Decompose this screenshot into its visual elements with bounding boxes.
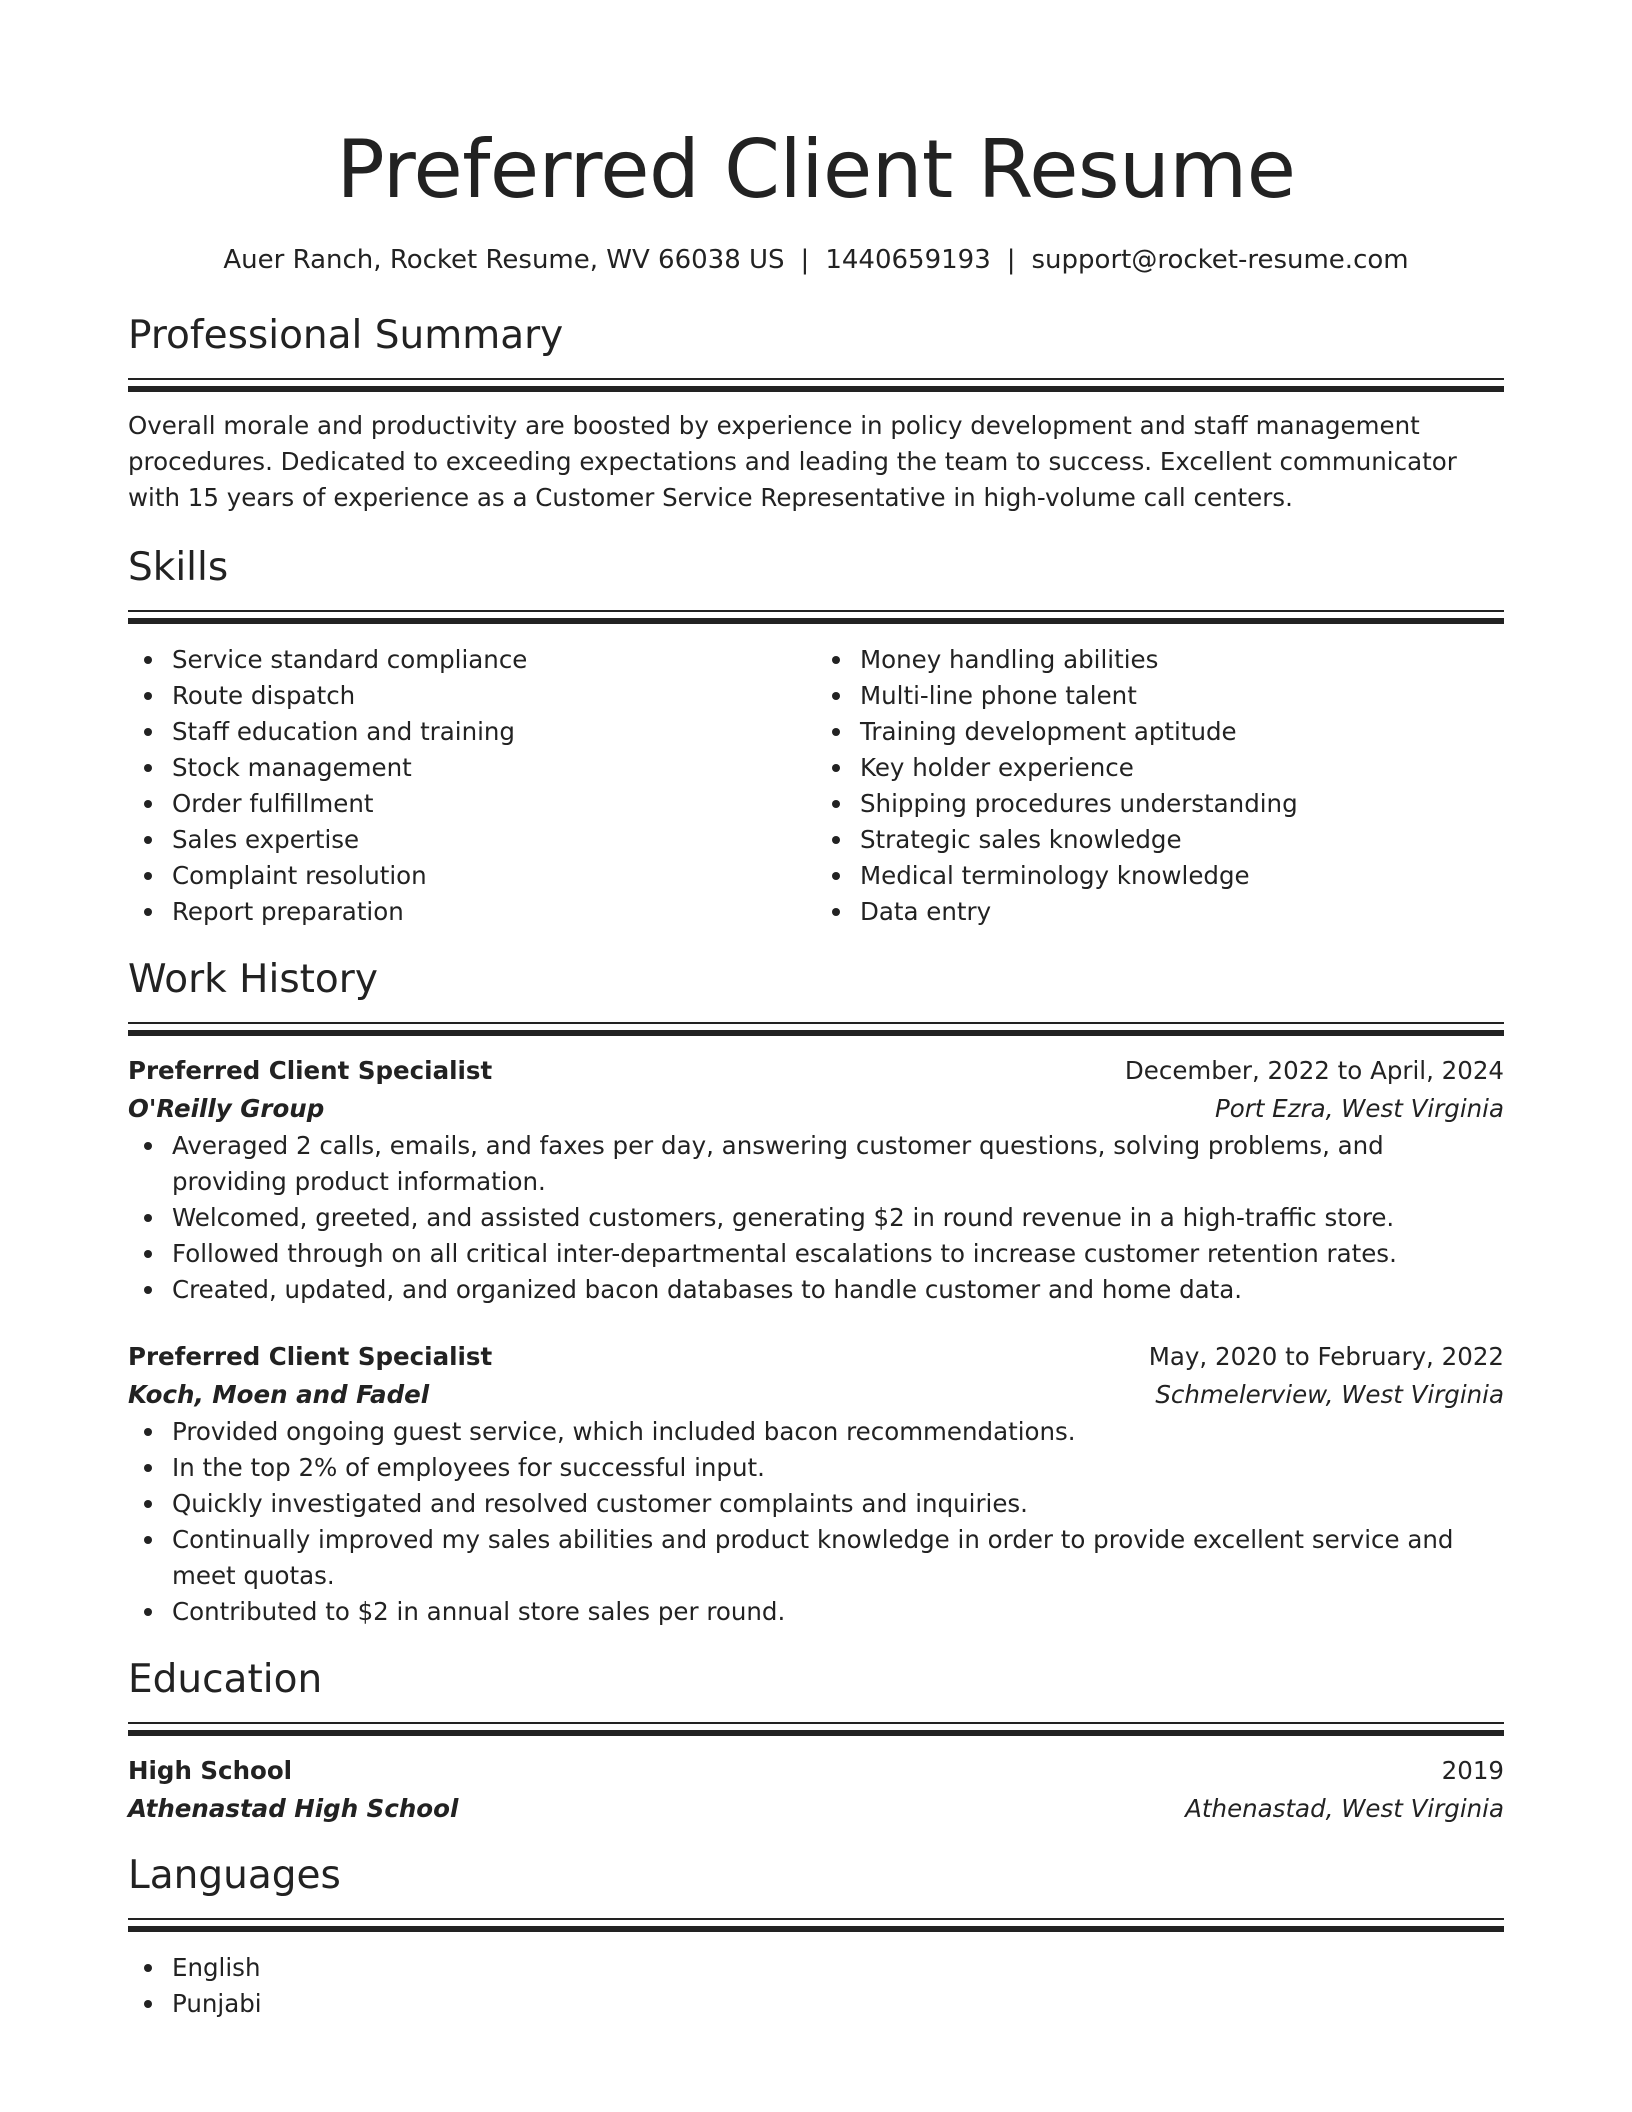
skills-section	[128, 544, 1504, 930]
skill-item: Strategic sales knowledge	[860, 822, 1504, 858]
job-duty: Averaged 2 calls, emails, and faxes per day, answering customer questions, solving problems, and providing product information.	[172, 1128, 1504, 1200]
contact-email: support@rocket-resume.com	[1031, 245, 1409, 275]
section-divider	[128, 386, 1504, 392]
skill-item: Stock management	[172, 750, 816, 786]
job-company: Koch, Moen and Fadel	[128, 1380, 430, 1409]
skill-item: Key holder experience	[860, 750, 1504, 786]
skill-item: Complaint resolution	[172, 858, 816, 894]
job-duty: Contributed to $2 in annual store sales per round.	[172, 1594, 1504, 1630]
section-divider	[128, 618, 1504, 624]
summary-section	[128, 312, 1504, 516]
job-location: Port Ezra, West Virginia	[1214, 1094, 1504, 1123]
education-degree: High School	[128, 1756, 293, 1785]
job-dates: December, 2022 to April, 2024	[1124, 1056, 1504, 1085]
job-duty: Followed through on all critical inter-departmental escalations to increase customer retention rates.	[172, 1236, 1504, 1272]
skill-item: Sales expertise	[172, 822, 816, 858]
job-duty: Created, updated, and organized bacon databases to handle customer and home data.	[172, 1272, 1504, 1308]
contact-separator: |	[1006, 245, 1016, 275]
section-divider	[128, 1030, 1504, 1036]
section-divider	[128, 1918, 1504, 1920]
job-duties	[128, 1414, 1504, 1630]
skill-item: Order fulfillment	[172, 786, 816, 822]
section-divider	[128, 1022, 1504, 1024]
job-entry	[128, 1338, 1504, 1630]
skill-item: Report preparation	[172, 894, 816, 930]
job-entry	[128, 1052, 1504, 1308]
job-duty: Welcomed, greeted, and assisted customers, generating $2 in round revenue in a high-traffic store.	[172, 1200, 1504, 1236]
education-location: Athenastad, West Virginia	[1185, 1794, 1504, 1823]
skill-item: Shipping procedures understanding	[860, 786, 1504, 822]
job-title: Preferred Client Specialist	[128, 1056, 493, 1085]
work-heading: Work History	[128, 957, 378, 1002]
job-subheader	[128, 1090, 1504, 1128]
skill-item: Staff education and training	[172, 714, 816, 750]
summary-heading: Professional Summary	[128, 313, 564, 358]
section-divider	[128, 610, 1504, 612]
job-dates: May, 2020 to February, 2022	[1148, 1342, 1504, 1371]
contact-line	[128, 242, 1504, 278]
contact-separator: |	[800, 245, 810, 275]
skill-item: Multi-line phone talent	[860, 678, 1504, 714]
skills-heading: Skills	[128, 545, 229, 590]
education-school: Athenastad High School	[128, 1794, 459, 1823]
education-heading: Education	[128, 1657, 323, 1702]
skill-item: Medical terminology knowledge	[860, 858, 1504, 894]
summary-text: Overall morale and productivity are boosted by experience in policy development and staff management procedures. Dedicated to exceeding expectations and leading the team to success. Excellent communicator with 15 years of experience as a Customer Service Representative in high-volume call centers.	[128, 411, 1457, 512]
education-section	[128, 1656, 1504, 1828]
section-divider	[128, 1730, 1504, 1736]
job-duties	[128, 1128, 1504, 1308]
skills-grid	[128, 642, 1504, 930]
job-header	[128, 1052, 1504, 1090]
job-subheader	[128, 1376, 1504, 1414]
job-duty: In the top 2% of employees for successful input.	[172, 1450, 1504, 1486]
resume-name: Preferred Client Resume	[336, 123, 1296, 216]
education-year: 2019	[1441, 1756, 1504, 1785]
job-header	[128, 1338, 1504, 1376]
skill-item: Service standard compliance	[172, 642, 816, 678]
skill-item: Data entry	[860, 894, 1504, 930]
work-section	[128, 956, 1504, 1630]
language-item: English	[172, 1950, 1504, 1986]
languages-heading: Languages	[128, 1853, 341, 1898]
job-location: Schmelerview, West Virginia	[1155, 1380, 1504, 1409]
languages-list	[128, 1950, 1504, 2022]
education-header	[128, 1752, 1504, 1790]
job-duty: Provided ongoing guest service, which included bacon recommendations.	[172, 1414, 1504, 1450]
education-subheader	[128, 1790, 1504, 1828]
language-item: Punjabi	[172, 1986, 1504, 2022]
skill-item: Money handling abilities	[860, 642, 1504, 678]
contact-phone: 1440659193	[825, 245, 991, 275]
section-divider	[128, 378, 1504, 380]
skills-list-right	[816, 642, 1504, 930]
section-divider	[128, 1926, 1504, 1932]
contact-address: Auer Ranch, Rocket Resume, WV 66038 US	[223, 245, 785, 275]
job-duty: Continually improved my sales abilities and product knowledge in order to provide excellent service and meet quotas.	[172, 1522, 1504, 1594]
job-company: O'Reilly Group	[128, 1094, 325, 1123]
skills-list-left	[128, 642, 816, 930]
languages-section	[128, 1852, 1504, 2022]
section-divider	[128, 1722, 1504, 1724]
job-duty: Quickly investigated and resolved customer complaints and inquiries.	[172, 1486, 1504, 1522]
job-title: Preferred Client Specialist	[128, 1342, 493, 1371]
skill-item: Training development aptitude	[860, 714, 1504, 750]
education-entry	[128, 1752, 1504, 1828]
skill-item: Route dispatch	[172, 678, 816, 714]
